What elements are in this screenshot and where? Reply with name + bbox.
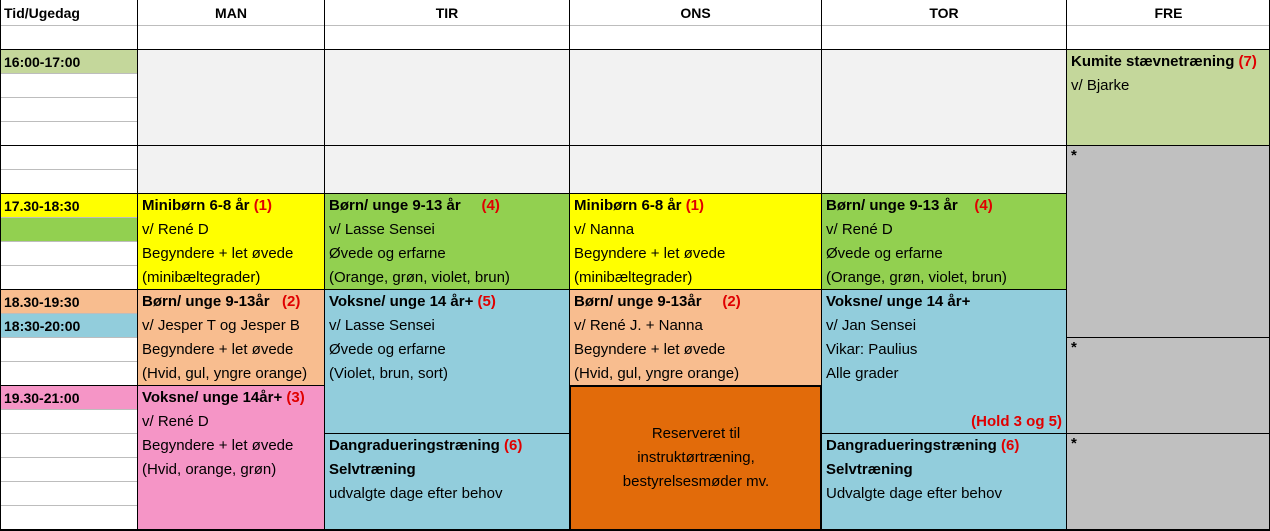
- class-level: Begyndere + let øvede: [142, 245, 294, 262]
- grid-line: [0, 481, 137, 482]
- class-level: Begyndere + let øvede: [574, 341, 726, 358]
- class-number: (6): [504, 437, 523, 454]
- class-number: (4): [481, 197, 500, 214]
- class-instructor: v/ René D: [142, 413, 209, 430]
- class-title: Dangradueringstræning: [826, 437, 997, 454]
- class-number: (1): [685, 197, 705, 214]
- fri-class-kumite: [1067, 50, 1270, 98]
- thu-class-dangraduering: [822, 434, 1066, 506]
- class-title: Minibørn 6-8 år: [142, 197, 250, 214]
- time-slot: 18:30-20:00: [4, 318, 81, 334]
- class-instructor: v/ Nanna: [574, 221, 635, 238]
- class-number: (3): [286, 389, 305, 406]
- mon-class-born: [138, 290, 324, 386]
- class-note: Udvalgte dage efter behov: [826, 485, 1002, 502]
- header-tue: TIR: [435, 5, 459, 21]
- class-level: Øvede og erfarne: [329, 341, 446, 358]
- header-wed: ONS: [680, 5, 711, 21]
- grid-line: [0, 457, 137, 458]
- grid-line: [0, 169, 137, 170]
- reserved-line: instruktørtræning,: [637, 449, 755, 466]
- class-grades: (Orange, grøn, violet, brun): [329, 269, 510, 286]
- class-number: (4): [974, 197, 993, 214]
- class-title: Børn/ unge 9-13 år: [826, 197, 958, 214]
- class-title: Børn/ unge 9-13år: [142, 293, 270, 310]
- header-fri: FRE: [1154, 5, 1183, 21]
- fri-star: *: [1071, 339, 1077, 356]
- class-instructor: v/ Jesper T og Jesper B: [142, 317, 300, 334]
- grid-line: [0, 97, 137, 98]
- class-title: Børn/ unge 9-13år: [574, 293, 702, 310]
- wed-reserved: [571, 386, 821, 530]
- class-number: (2): [722, 293, 741, 310]
- grid-line: [0, 241, 137, 242]
- class-note: (Hold 3 og 5): [971, 413, 1062, 430]
- class-level: Begyndere + let øvede: [574, 245, 726, 262]
- class-level: Begyndere + let øvede: [142, 437, 294, 454]
- header-time: Tid/Ugedag: [4, 5, 80, 21]
- class-instructor: v/ Lasse Sensei: [329, 221, 435, 238]
- class-level: Øvede og erfarne: [826, 245, 943, 262]
- tue-class-voksne: [325, 290, 569, 386]
- mon-class-voksne: [138, 386, 324, 482]
- tue-class-born: [325, 194, 569, 290]
- class-title: Børn/ unge 9-13 år: [329, 197, 461, 214]
- wed-class-born: [570, 290, 821, 386]
- class-number: (5): [477, 293, 496, 310]
- time-bg-1730b: [0, 218, 137, 242]
- class-grades: (Hvid, orange, grøn): [142, 461, 277, 478]
- class-instructor: v/ René J. + Nanna: [574, 317, 703, 334]
- class-instructor: v/ Jan Sensei: [826, 317, 917, 334]
- class-grades: (Violet, brun, sort): [329, 365, 448, 382]
- grid-line: [0, 265, 137, 266]
- class-instructor: v/ René D: [826, 221, 893, 238]
- header-mon: MAN: [215, 5, 247, 21]
- class-title: Voksne/ unge 14 år+: [826, 293, 971, 310]
- class-number: (2): [282, 293, 301, 310]
- time-slot: 16:00-17:00: [4, 54, 81, 70]
- class-title: Minibørn 6-8 år: [574, 197, 682, 214]
- grid-line: [0, 0, 1, 531]
- grid-line: [0, 121, 137, 122]
- class-title: Dangradueringstræning: [329, 437, 500, 454]
- fri-star: *: [1071, 435, 1077, 452]
- class-instructor: v/ Lasse Sensei: [329, 317, 435, 334]
- empty-slot-area: [138, 50, 1066, 193]
- wed-class-minibørn: [570, 194, 821, 290]
- reserved-line: Reserveret til: [651, 425, 741, 442]
- fri-star: *: [1071, 147, 1077, 164]
- class-grades: (minibæltegrader): [142, 269, 261, 286]
- class-note: udvalgte dage efter behov: [329, 485, 503, 502]
- class-instructor: v/ René D: [142, 221, 209, 238]
- class-level: Øvede og erfarne: [329, 245, 446, 262]
- class-title: Kumite stævnetræning: [1071, 53, 1235, 70]
- time-slot: 19.30-21:00: [4, 390, 80, 406]
- grid-line: [0, 505, 137, 506]
- class-subtitle: Selvtræning: [329, 461, 416, 478]
- class-grades: (Hvid, gul, yngre orange): [142, 365, 308, 382]
- time-slot: 18.30-19:30: [4, 294, 80, 310]
- grid-line: [0, 433, 137, 434]
- thu-class-born: [822, 194, 1066, 290]
- class-title: Voksne/ unge 14år+: [142, 389, 283, 406]
- grid-line: [0, 361, 137, 362]
- class-number: (1): [253, 197, 273, 214]
- reserved-line: bestyrelsesmøder mv.: [622, 473, 770, 490]
- class-subtitle: Selvtræning: [826, 461, 913, 478]
- class-grades: Alle grader: [826, 365, 899, 382]
- class-level: Begyndere + let øvede: [142, 341, 294, 358]
- class-grades: (minibæltegrader): [574, 269, 693, 286]
- class-substitute: Vikar: Paulius: [826, 341, 918, 358]
- thu-class-voksne: [822, 290, 1066, 433]
- class-number: (7): [1238, 53, 1257, 70]
- class-instructor: v/ Bjarke: [1071, 77, 1130, 94]
- class-grades: (Hvid, gul, yngre orange): [574, 365, 740, 382]
- header-thu: TOR: [929, 5, 959, 21]
- mon-class-minibørn: [138, 194, 324, 290]
- class-number: (6): [1001, 437, 1020, 454]
- time-slot: 17.30-18:30: [4, 198, 80, 214]
- tue-class-dangraduering: [325, 434, 569, 506]
- class-title: Voksne/ unge 14 år+: [329, 293, 474, 310]
- grid-line: [0, 25, 1270, 26]
- class-grades: (Orange, grøn, violet, brun): [826, 269, 1007, 286]
